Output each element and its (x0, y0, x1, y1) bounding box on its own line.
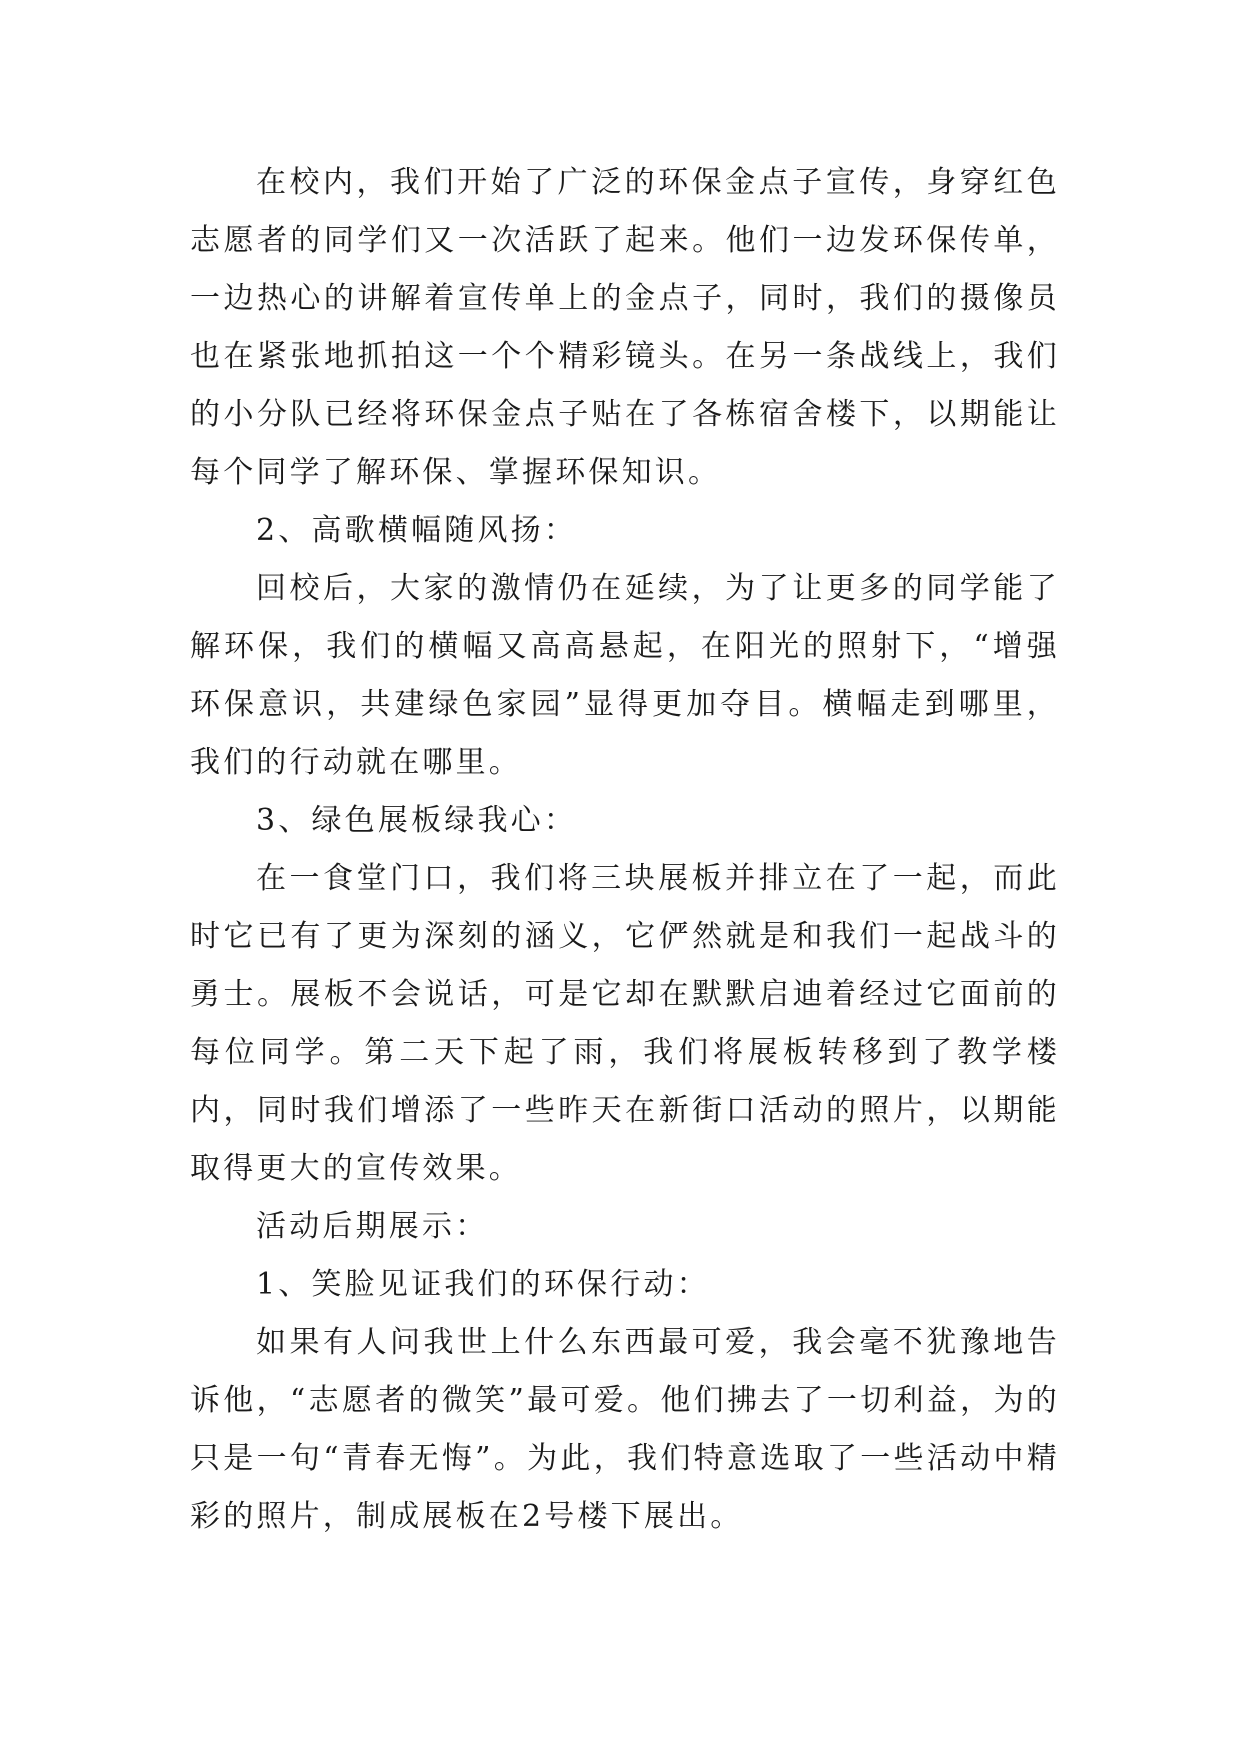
paragraph-smile: 如果有人问我世上什么东西最可爱，我会毫不犹豫地告诉他，“志愿者的微笑”最可爱。他们拂去了一切利益，为的只是一句“青春无悔”。为此，我们特意选取了一些活动中精彩的照片，制成展板在2号楼下展出。 (190, 1325, 1060, 1534)
heading-smile-section: 1、笑脸见证我们的环保行动： (256, 1267, 710, 1302)
paragraph-banner: 回校后，大家的激情仍在延续，为了让更多的同学能了解环保，我们的横幅又高高悬起，在阳光的照射下，“增强环保意识，共建绿色家园”显得更加夺目。横幅走到哪里，我们的行动就在哪里。 (190, 571, 1060, 780)
document-page (190, 154, 1060, 1546)
heading-post-activity: 活动后期展示： (256, 1209, 489, 1244)
heading-display-board-section: 3、绿色展板绿我心： (256, 803, 578, 838)
heading-banner-section: 2、高歌横幅随风扬： (256, 513, 578, 548)
paragraph-display-board: 在一食堂门口，我们将三块展板并排立在了一起，而此时它已有了更为深刻的涵义，它俨然就是和我们一起战斗的勇士。展板不会说话，可是它却在默默启迪着经过它面前的每位同学。第二天下起了雨，我们将展板转移到了教学楼内，同时我们增添了一些昨天在新街口活动的照片，以期能取得更大的宣传效果。 (190, 861, 1060, 1186)
paragraph-campus-promotion: 在校内，我们开始了广泛的环保金点子宣传，身穿红色志愿者的同学们又一次活跃了起来。他们一边发环保传单，一边热心的讲解着宣传单上的金点子，同时，我们的摄像员也在紧张地抓拍这一个个精彩镜头。在另一条战线上，我们的小分队已经将环保金点子贴在了各栋宿舍楼下，以期能让每个同学了解环保、掌握环保知识。 (190, 165, 1060, 490)
